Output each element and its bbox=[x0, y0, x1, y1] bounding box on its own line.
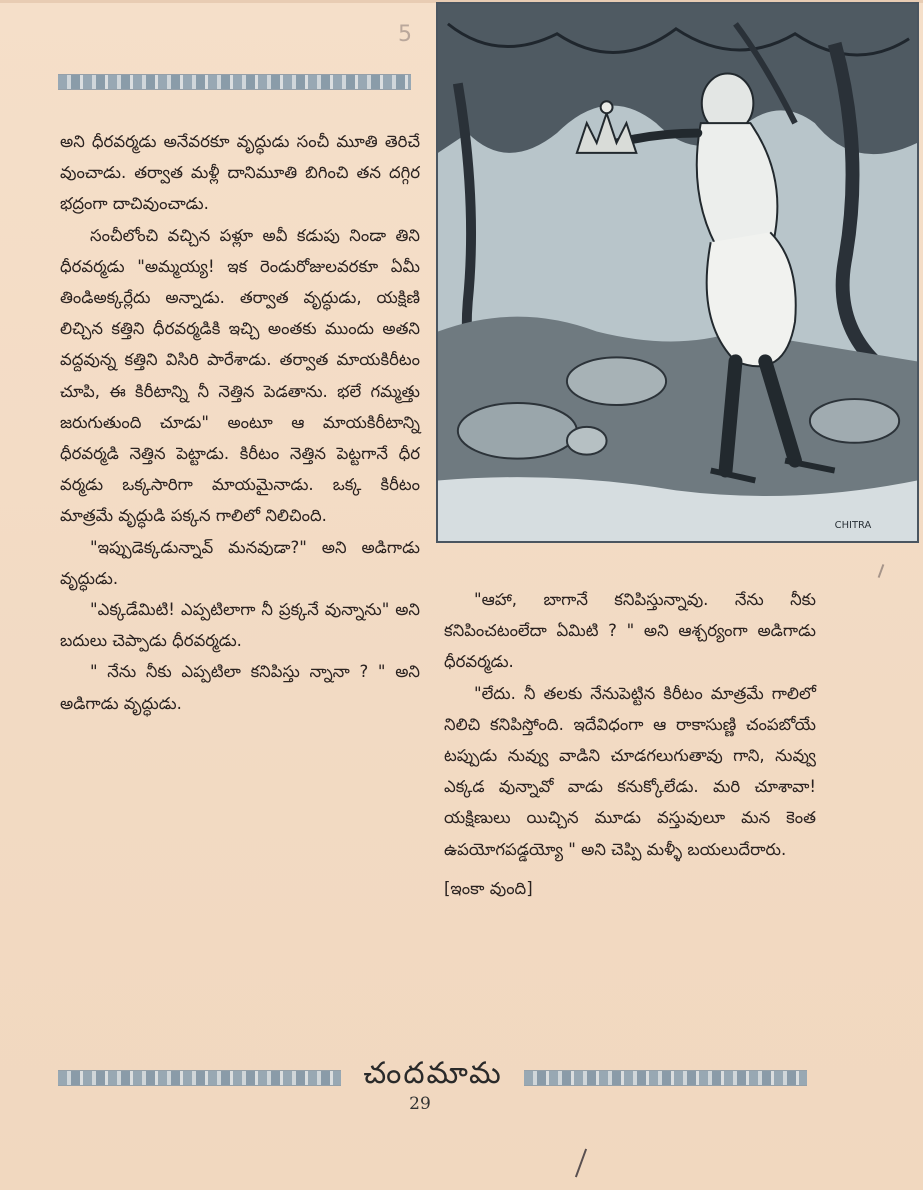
paragraph: అని ధీరవర్మడు అనేవరకూ వృద్ధుడు సంచీ మూతి తెరిచే వుంచాడు. తర్వాత మళ్లీ దానిమూతి బిగించి తన దగ్గిర భద్రంగా దాచివుంచాడు. bbox=[60, 132, 420, 214]
story-illustration bbox=[436, 2, 919, 543]
paragraph: "ఆహా, బాగానే కనిపిస్తున్నావు. నేను నీకు కనిపించటంలేదా ఏమిటి ? " అని ఆశ్చర్యంగా అడిగాడు ధీరవర్మడు. bbox=[444, 590, 816, 672]
decorative-border-bottom-left bbox=[58, 1070, 341, 1086]
page-mark: 5 bbox=[398, 22, 412, 47]
left-text-column bbox=[60, 126, 420, 719]
paragraph: "ఇప్పుడెక్కడున్నావ్ మనవుడా?" అని అడిగాడు వృద్ధుడు. bbox=[60, 537, 420, 588]
paragraph: "లేదు. నీ తలకు నేనుపెట్టిన కిరీటం మాత్రమే గాలిలో నిలిచి కనిపిస్తోంది. ఇదేవిధంగా ఆ రాకాసుణ్ణి చంపబోయే టప్పుడు నువ్వు వాడిని చూడగలుగుతావు గాని, నువ్వు ఎక్కడ వున్నావో వాడు కనుక్కోలేడు. మరి చూశావా! యక్షిణులు యిచ్చిన మూడు వస్తువులూ మన కెంత ఉపయోగపడ్డయ్యో " అని చెప్పి మళ్ళీ బయలుదేరారు. bbox=[444, 683, 816, 859]
paragraph: "ఎక్కడేమిటి! ఎప్పటిలాగా నీ ప్రక్కనే వున్నాను" అని బదులు చెప్పాడు ధీరవర్మడు. bbox=[60, 600, 420, 651]
decorative-border-top bbox=[58, 74, 411, 90]
to-be-continued: [ఇంకా వుంది] bbox=[444, 878, 533, 898]
artist-signature: CHITRA bbox=[834, 520, 872, 532]
paragraph: " నేను నీకు ఎప్పటిలా కనిపిస్తు న్నానా ? " అని అడిగాడు వృద్ధుడు. bbox=[60, 662, 420, 713]
page-number: 29 bbox=[409, 1094, 431, 1114]
old-man-with-crown-illustration bbox=[438, 4, 917, 541]
paragraph: సంచీలోంచి వచ్చిన పళ్లూ అవీ కడుపు నిండా తిని ధీరవర్మడు "అమ్మయ్య! ఇక రెండురోజులవరకూ ఏమీ తిండిఅక్కర్లేదు అన్నాడు. తర్వాత వృద్ధుడు, యక్షిణి లిచ్చిన కత్తిని ధీరవర్మడికి ఇచ్చి అంతకు ముందు అతని వద్దవున్న కత్తిని విసిరి పారేశాడు. తర్వాత మాయకిరీటం చూపి, ఈ కిరీటాన్ని నీ నెత్తిన పెడతాను. భలే గమ్మత్తు జరుగుతుంది చూడు" అంటూ ఆ మాయకిరీటాన్ని ధీరవర్మడి నెత్తిన పెట్టాడు. కిరీటం నెత్తిన పెట్టగానే ధీర వర్మడు ఒక్కసారిగా మాయమైనాడు. ఒక్క కిరీటం మాత్రమే వృద్ధుడి పక్కన గాలిలో నిలిచింది. bbox=[60, 225, 420, 526]
pen-stroke bbox=[575, 1149, 587, 1178]
pen-stroke bbox=[878, 564, 885, 578]
right-text-column bbox=[444, 584, 816, 904]
decorative-border-bottom-right bbox=[524, 1070, 807, 1086]
magazine-name: చందమామ bbox=[363, 1056, 503, 1091]
